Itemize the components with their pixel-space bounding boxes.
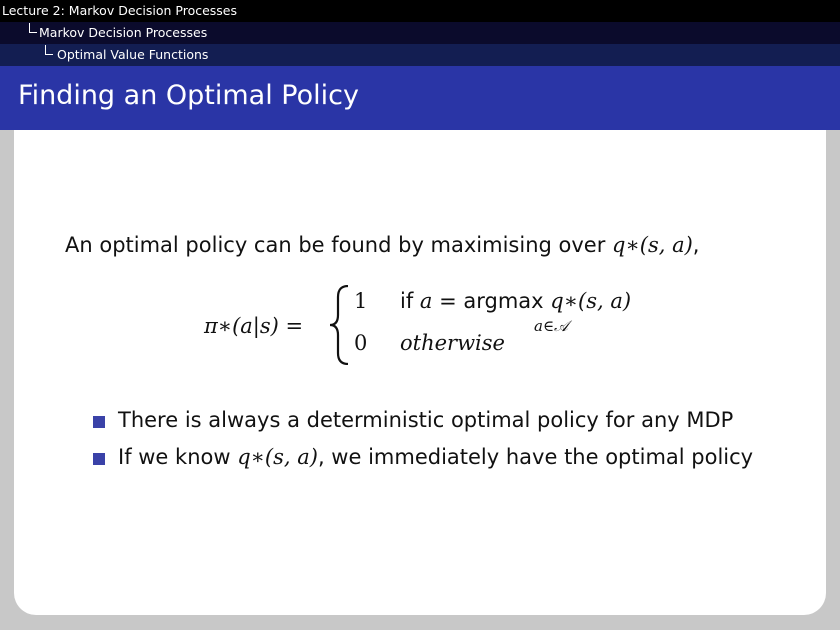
slide-title-bar [0,66,840,130]
case-2-condition: otherwise [400,331,505,355]
bullet-text [118,439,753,476]
slide-title: Finding an Optimal Policy [18,80,359,111]
slide-content [14,130,826,615]
formula-lhs: π∗(a|s) = [204,314,304,338]
tree-corner-icon [45,45,53,55]
bullet-square-icon [93,416,105,428]
breadcrumb-subsection [0,44,840,66]
case-1-q: q∗(s, a) [550,289,632,313]
breadcrumb [0,0,840,66]
case-1-var: a [419,289,433,313]
tree-corner-icon [29,23,37,33]
intro-text: An optimal policy can be found by maximising over [65,233,613,257]
case-2-value: 0 [354,331,368,355]
formula-case-2 [354,331,505,355]
left-brace-icon [328,285,352,365]
lecture-title: Lecture 2: Markov Decision Processes [2,3,238,18]
case-1-eq: = argmax [432,289,551,313]
bullet-text [118,402,733,439]
breadcrumb-section [0,22,840,44]
bullet-square-icon [93,453,105,465]
bullet-1-text: There is always a deterministic optimal policy for any MDP [118,408,734,432]
bullet-2-math: q∗(s, a) [237,445,318,469]
argmax-subscript: a∈𝒜 [534,317,569,335]
case-1-if: if [400,289,420,313]
intro-sentence [65,233,699,257]
intro-trailing: , [692,233,700,257]
intro-math: q∗(s, a) [612,233,693,257]
bullet-2-prefix: If we know [118,445,238,469]
subsection-title: Optimal Value Functions [57,47,209,62]
bullet-2-suffix: , we immediately have the optimal policy [317,445,754,469]
policy-formula [204,285,674,370]
case-1-value: 1 [354,289,368,313]
formula-case-1 [354,289,631,313]
section-title: Markov Decision Processes [39,25,208,40]
breadcrumb-lecture [0,0,840,22]
